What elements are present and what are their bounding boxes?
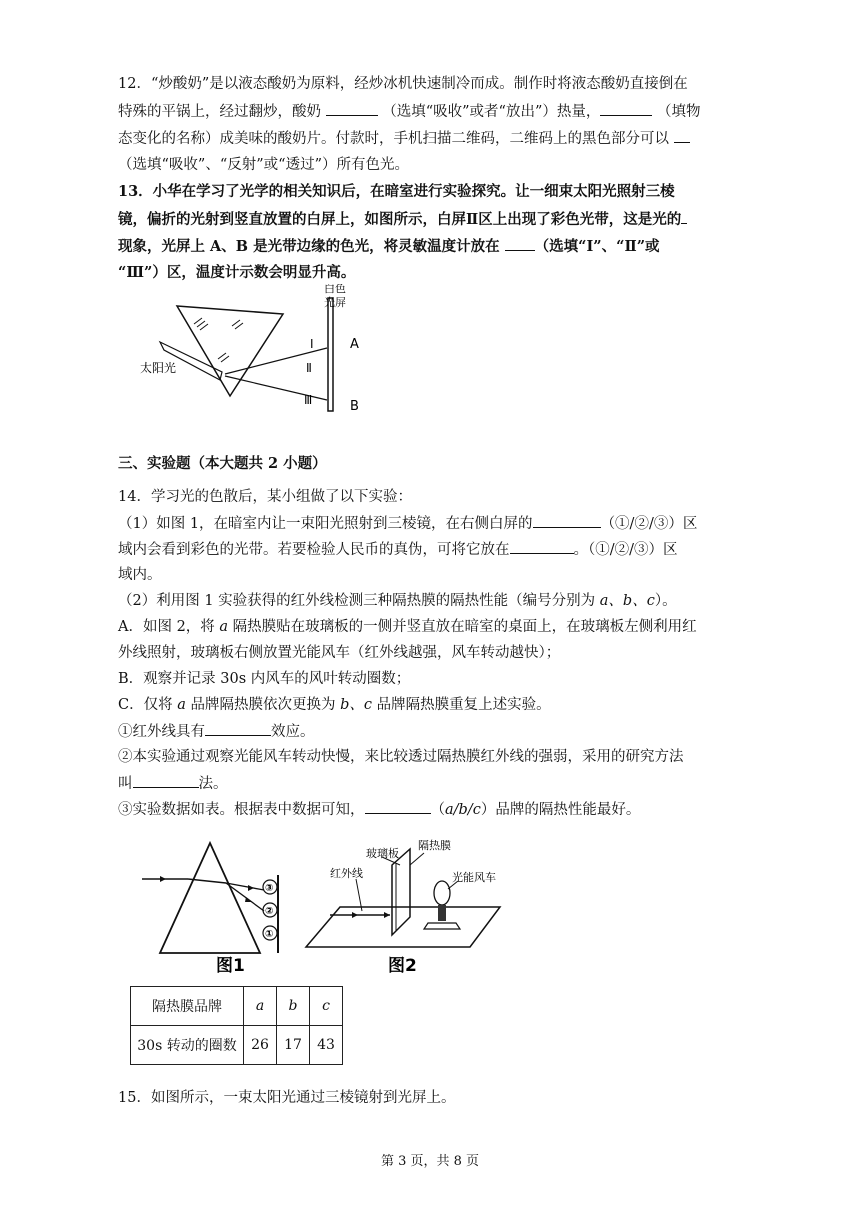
fig2-ir-label: 红外线 bbox=[330, 867, 363, 880]
q14-italic: b、c bbox=[340, 697, 372, 713]
region-1-label: Ⅰ bbox=[310, 337, 314, 351]
table-row bbox=[131, 1026, 343, 1065]
table-cell: 30s 转动的圈数 bbox=[131, 1026, 244, 1065]
q12-line-4: （选填“吸收”、“反射”或“透过”）所有色光。 bbox=[118, 157, 409, 173]
section-heading: 三、实验题（本大题共 2 小题） bbox=[118, 455, 327, 472]
q14-text: 。（①/②/③）区 bbox=[573, 542, 678, 558]
prism-hatch bbox=[194, 318, 243, 362]
q14-text: ）品牌的隔热性能最好。 bbox=[480, 802, 641, 818]
q14-text: C．仅将 bbox=[118, 697, 178, 713]
fig2-windmill-base bbox=[424, 923, 460, 929]
fig2-windmill-body bbox=[438, 905, 446, 921]
q12-blank-2[interactable] bbox=[600, 101, 652, 116]
screen-label-1: 白色 bbox=[324, 284, 346, 295]
q13-line-3 bbox=[118, 236, 748, 257]
region-2-label: Ⅱ bbox=[306, 361, 312, 375]
q14-italic: a/b/c bbox=[445, 802, 481, 818]
q12-text: 特殊的平锅上，经过翻炒，酸奶 bbox=[118, 104, 321, 120]
table-cell-text: b bbox=[288, 998, 298, 1014]
q14-blank-4[interactable] bbox=[133, 773, 199, 788]
fig1-arrow bbox=[245, 897, 252, 902]
table-cell bbox=[310, 987, 343, 1026]
prism-dispersion-figure bbox=[130, 284, 390, 419]
q14-blank-1[interactable] bbox=[533, 513, 601, 528]
q12-line-3 bbox=[118, 128, 748, 149]
fig2-arrow bbox=[384, 912, 390, 918]
fig2-arrow bbox=[352, 912, 358, 918]
q14-italic: a、b、c bbox=[599, 593, 655, 609]
q14-text: 域内会看到彩色的光带。若要检验人民币的真伪，可将它放在 bbox=[118, 542, 510, 558]
q12-text: （填物 bbox=[656, 104, 701, 120]
q15-line-1: 15．如图所示，一束太阳光通过三棱镜射到光屏上。 bbox=[118, 1090, 456, 1106]
fig2-windmill-label: 光能风车 bbox=[452, 871, 496, 884]
fig2-leader bbox=[356, 879, 362, 911]
q14-blank-3[interactable] bbox=[205, 721, 271, 736]
table-cell-text: c bbox=[322, 998, 330, 1014]
white-screen bbox=[328, 298, 333, 411]
q14-line-13 bbox=[118, 799, 748, 820]
q14-text: （2）利用图 1 实验获得的红外线检测三种隔热膜的隔热性能（编号分别为 bbox=[118, 593, 600, 609]
q13-text: （选填“Ⅰ”、“Ⅱ”或 bbox=[534, 238, 660, 255]
q14-text: 法。 bbox=[198, 776, 228, 792]
fig2-caption: 图2 bbox=[388, 956, 417, 975]
fig1-caption: 图1 bbox=[216, 956, 245, 975]
q13-line-4: “Ⅲ”）区，温度计示数会明显升高。 bbox=[118, 264, 356, 281]
figure-1 bbox=[138, 835, 298, 975]
q12-blank-1[interactable] bbox=[326, 101, 378, 116]
fig2-leader bbox=[410, 853, 424, 865]
table-cell bbox=[277, 987, 310, 1026]
q14-line-11: ②本实验通过观察光能风车转动快慢，来比较透过隔热膜红外线的强弱，采用的研究方法 bbox=[118, 749, 684, 765]
label-a: A bbox=[350, 337, 359, 352]
q12-line-2 bbox=[118, 101, 748, 122]
fig2-glass bbox=[392, 849, 410, 935]
fig1-mark-1: ① bbox=[265, 929, 274, 940]
fig2-windmill-head bbox=[434, 881, 450, 905]
q14-text: （1）如图 1，在暗室内让一束阳光照射到三棱镜，在右侧白屏的 bbox=[118, 516, 533, 532]
q14-text: ③实验数据如表。根据表中数据可知， bbox=[118, 802, 365, 818]
q14-line-4: 域内。 bbox=[118, 567, 162, 583]
q12-text: 态变化的名称）成美味的酸奶片。付款时，手机扫描二维码，二维码上的黑色部分可以 bbox=[118, 131, 669, 147]
fig1-arrow bbox=[160, 876, 166, 882]
label-b: B bbox=[350, 399, 359, 414]
q14-line-9 bbox=[118, 695, 748, 715]
fig2-film-label: 隔热膜 bbox=[418, 839, 451, 852]
table-cell-text: a bbox=[255, 998, 265, 1014]
q14-line-10 bbox=[118, 721, 748, 742]
table-cell: 17 bbox=[277, 1026, 310, 1065]
q14-line-6 bbox=[118, 617, 748, 637]
table-cell bbox=[244, 987, 277, 1026]
q14-line-7: 外线照射，玻璃板右侧放置光能风车（红外线越强，风车转动越快）； bbox=[118, 645, 561, 661]
q14-line-2 bbox=[118, 513, 748, 534]
q14-text: （①/②/③）区 bbox=[600, 516, 698, 532]
q14-line-3 bbox=[118, 539, 748, 560]
region-3-label: Ⅲ bbox=[304, 393, 313, 407]
q14-italic: a bbox=[177, 697, 186, 713]
q13-text: 镜，偏折的光射到竖直放置的白屏上，如图所示，白屏Ⅱ区上出现了彩色光带，这是光的 bbox=[118, 211, 682, 228]
q14-text: A．如图 2，将 bbox=[118, 619, 220, 635]
q14-blank-2[interactable] bbox=[510, 539, 574, 554]
q14-line-5 bbox=[118, 591, 748, 611]
q14-text: 叫 bbox=[118, 776, 133, 792]
prism-shape bbox=[177, 306, 283, 396]
q14-text: 品牌隔热膜重复上述实验。 bbox=[372, 697, 551, 713]
fig1-prism bbox=[160, 843, 260, 953]
q13-blank-2[interactable] bbox=[505, 236, 535, 251]
fig2-table bbox=[306, 907, 500, 947]
q14-text: （ bbox=[430, 802, 445, 818]
q14-line-8: B．观察并记录 30s 内风车的风叶转动圈数； bbox=[118, 671, 411, 687]
q12-text: （选填“吸收”或者“放出”）热量， bbox=[382, 104, 601, 120]
fig1-mark-2: ② bbox=[265, 906, 274, 917]
screen-label-2: 光屏 bbox=[324, 296, 346, 309]
q14-italic: a bbox=[219, 619, 229, 635]
fig1-mark-3: ③ bbox=[265, 883, 274, 894]
q14-blank-5[interactable] bbox=[365, 799, 431, 814]
sunlight-label: 太阳光 bbox=[140, 361, 177, 375]
q14-line-12 bbox=[118, 773, 748, 794]
table-cell: 隔热膜品牌 bbox=[131, 987, 244, 1026]
q13-blank-1[interactable] bbox=[681, 209, 687, 224]
page-footer: 第 3 页，共 8 页 bbox=[380, 1154, 480, 1169]
q12-line-1: 12．“炒酸奶”是以液态酸奶为原料，经炒冰机快速制冷而成。制作时将液态酸奶直接倒在 bbox=[118, 76, 688, 92]
table-cell: 26 bbox=[244, 1026, 277, 1065]
table-row bbox=[131, 987, 343, 1026]
q14-text: ①红外线具有 bbox=[118, 724, 205, 740]
fig2-glass-label: 玻璃板 bbox=[366, 847, 399, 860]
q14-line-1: 14．学习光的色散后，某小组做了以下实验： bbox=[118, 489, 412, 505]
q12-blank-3[interactable] bbox=[674, 128, 690, 143]
fig1-arrow bbox=[248, 885, 254, 891]
q14-text: ）。 bbox=[654, 593, 677, 609]
q13-text: 现象，光屏上 A、B 是光带边缘的色光，将灵敏温度计放在 bbox=[118, 238, 500, 255]
q14-text: 隔热膜贴在玻璃板的一侧并竖直放在暗室的桌面上，在玻璃板左侧利用红 bbox=[228, 619, 697, 635]
q14-text: 品牌隔热膜依次更换为 bbox=[185, 697, 341, 713]
film-data-table bbox=[130, 986, 343, 1065]
q13-line-2 bbox=[118, 209, 748, 230]
figure-2 bbox=[300, 835, 530, 975]
fig1-out-ray-2 bbox=[226, 883, 264, 911]
q14-text: 效应。 bbox=[271, 724, 315, 740]
q13-line-1: 13．小华在学习了光学的相关知识后，在暗室进行实验探究。让一细束太阳光照射三棱 bbox=[118, 183, 675, 200]
table-cell: 43 bbox=[310, 1026, 343, 1065]
